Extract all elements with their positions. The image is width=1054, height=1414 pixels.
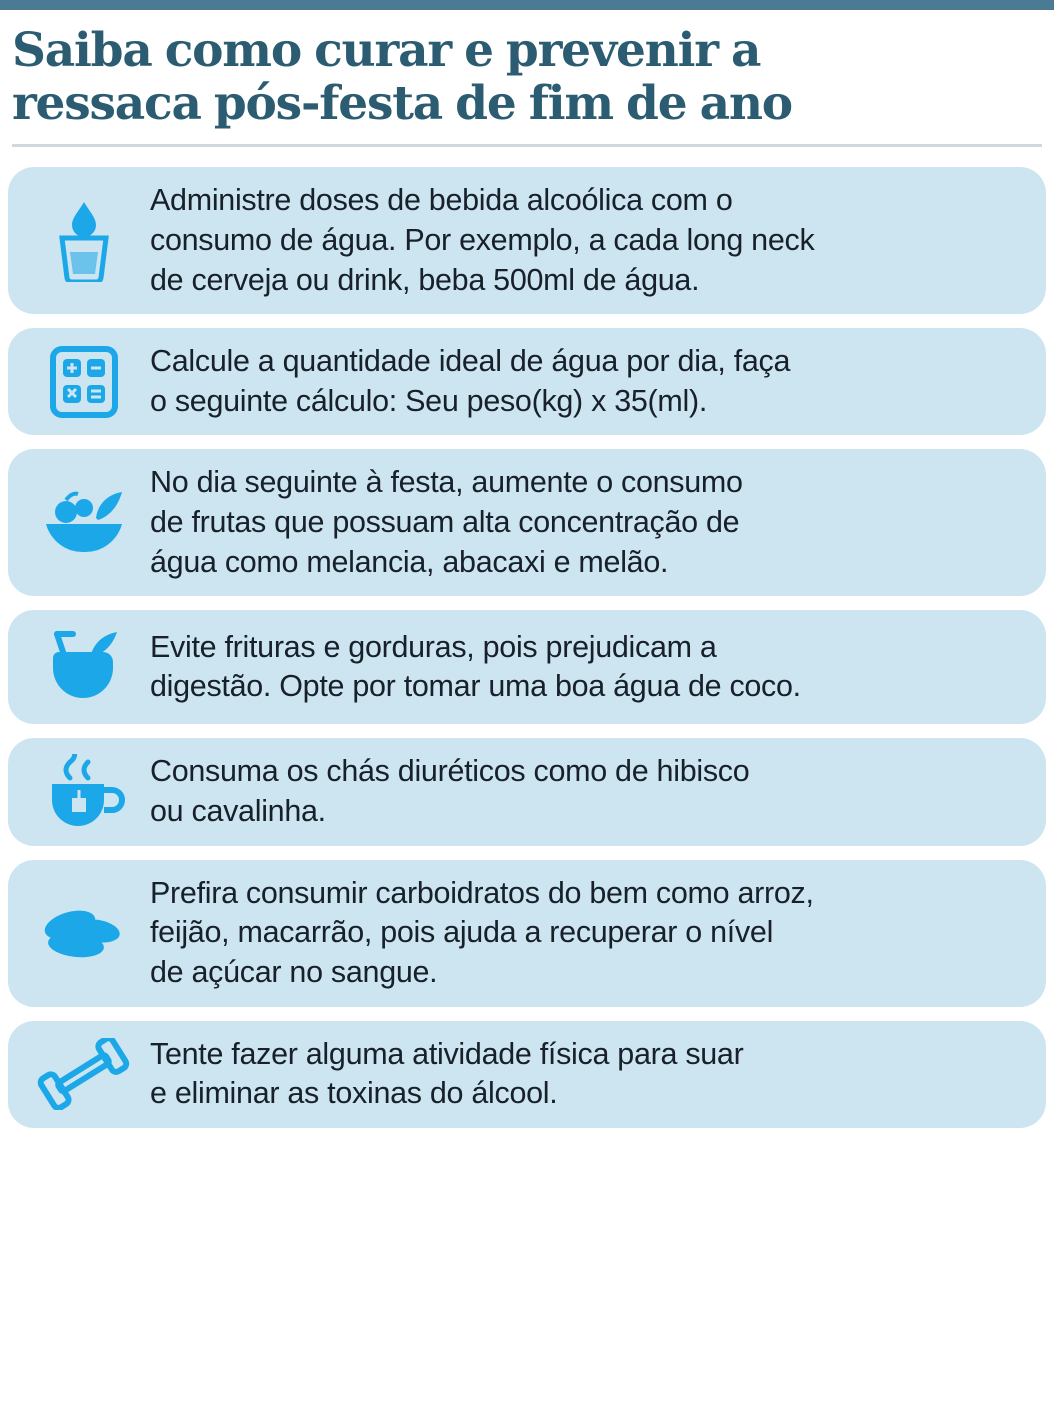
tip-line: ou cavalinha. (150, 793, 326, 828)
tip-line: Administre doses de bebida alcoólica com o (150, 183, 733, 218)
list-item-text (150, 752, 1028, 831)
tip-line: água como melancia, abacaxi e melão. (150, 544, 669, 579)
list-item-text (150, 181, 1028, 300)
tips-list (0, 167, 1054, 1128)
list-item (8, 610, 1046, 724)
list-item (8, 738, 1046, 845)
tip-line: de frutas que possuam alta concentração de (150, 505, 740, 540)
list-item (8, 1021, 1046, 1128)
list-item-text (150, 342, 1028, 421)
header (0, 10, 1054, 167)
tip-line: Evite frituras e gorduras, pois prejudicam a (150, 629, 717, 664)
list-item-text (150, 874, 1028, 993)
list-item-text (150, 628, 1028, 707)
list-item-text (150, 463, 1028, 582)
beans-icon (18, 901, 150, 965)
list-item (8, 328, 1046, 435)
page-title (12, 24, 1042, 130)
tip-line: consumo de água. Por exemplo, a cada long neck (150, 222, 815, 257)
tip-line: e eliminar as toxinas do álcool. (150, 1076, 558, 1111)
fruit-bowl-icon (18, 484, 150, 562)
tip-line: digestão. Opte por tomar uma boa água de coco. (150, 669, 801, 704)
tip-line: Tente fazer alguma atividade física para suar (150, 1036, 744, 1071)
tip-line: Prefira consumir carboidratos do bem como arroz, (150, 875, 814, 910)
list-item-text (150, 1035, 1028, 1114)
top-accent-bar (0, 0, 1054, 10)
list-item (8, 449, 1046, 596)
tea-cup-icon (18, 754, 150, 830)
tip-line: No dia seguinte à festa, aumente o consumo (150, 465, 743, 500)
title-line-2: ressaca pós-festa de fim de ano (12, 76, 792, 132)
list-item (8, 860, 1046, 1007)
title-line-1: Saiba como curar e prevenir a (12, 23, 761, 78)
coconut-water-icon (18, 624, 150, 710)
tip-line: feijão, macarrão, pois ajuda a recuperar o nível (150, 915, 774, 950)
tip-line: de açúcar no sangue. (150, 954, 438, 989)
calculator-icon (18, 343, 150, 421)
tip-line: Consuma os chás diuréticos como de hibisco (150, 754, 750, 789)
tip-line: Calcule a quantidade ideal de água por dia, faça (150, 344, 791, 379)
water-glass-icon (18, 200, 150, 282)
tip-line: de cerveja ou drink, beba 500ml de água. (150, 262, 700, 297)
title-divider (12, 144, 1042, 147)
dumbbell-icon (18, 1038, 150, 1110)
list-item (8, 167, 1046, 314)
tip-line: o seguinte cálculo: Seu peso(kg) x 35(ml). (150, 383, 708, 418)
